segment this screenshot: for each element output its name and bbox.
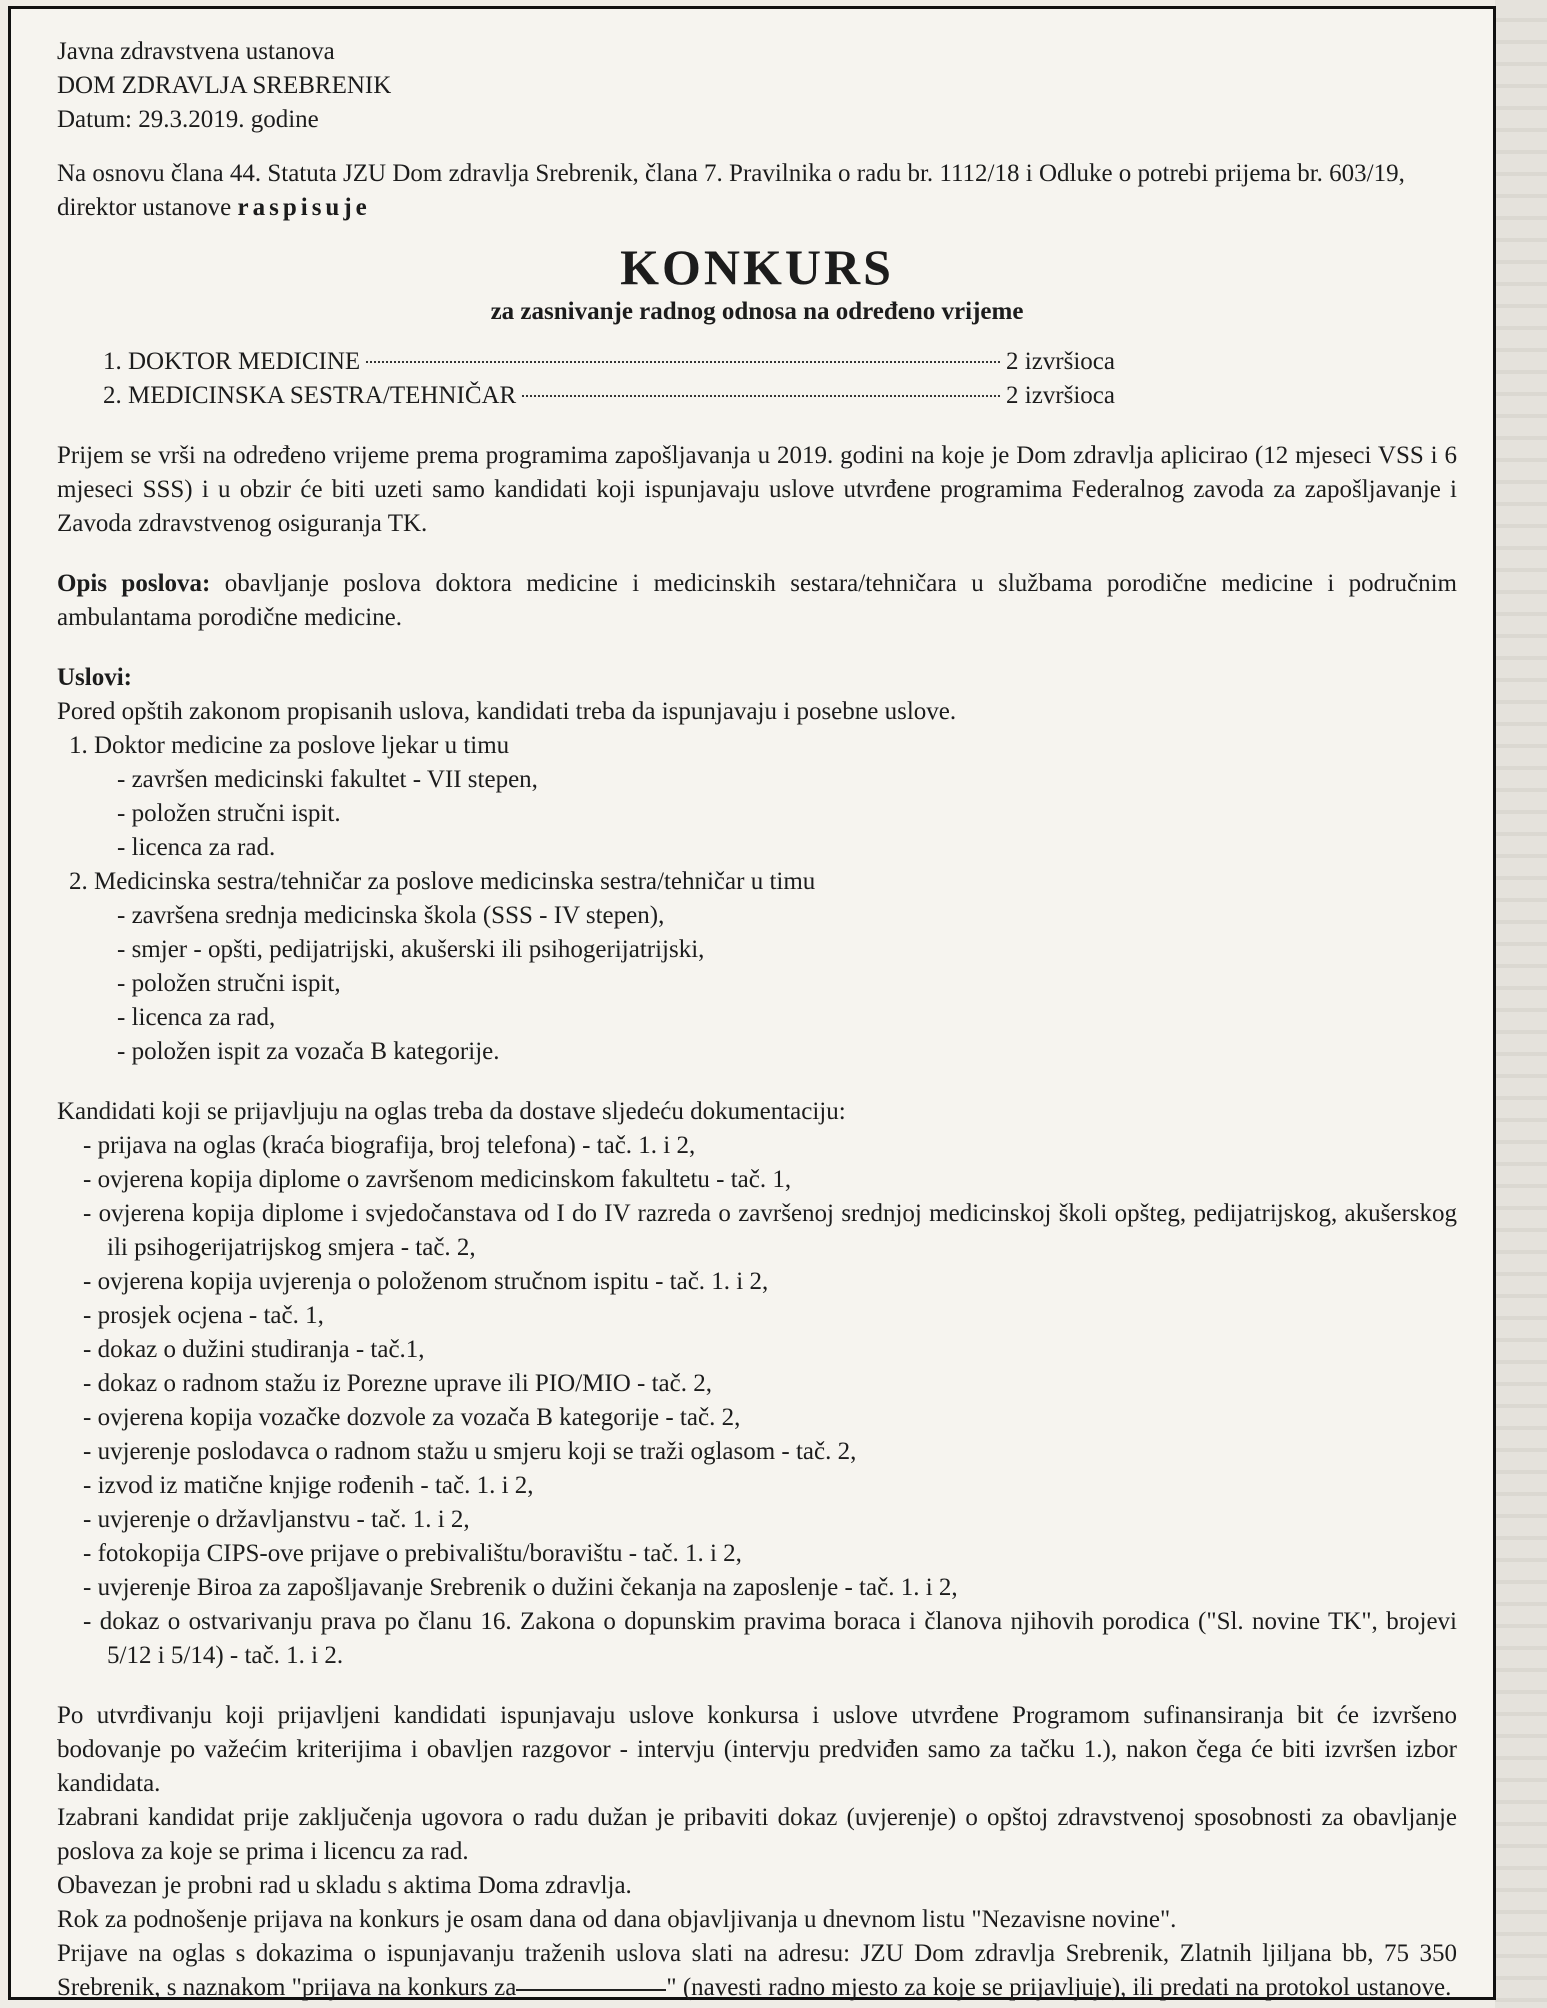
adjacent-page-edge <box>1495 0 1547 2008</box>
selection-paragraph: Po utvrđivanju koji prijavljeni kandidati ispunjavaju uslove konkursa i uslove utvrđene Programom sufinansiranja bit će izvršeno bodovanje po važećim kriterijima i obavljen razgovor - intervju (intervju predviđen samo za tačku 1.), nakon čega će biti izvršen izbor kandidata. <box>57 1702 1457 1797</box>
intro-text: Na osnovu člana 44. Statuta JZU Dom zdravlja Srebrenik, člana 7. Pravilnika o radu br. 1112/18 i Odluke o potrebi prijema br. 603/19, direktor ustanove <box>57 160 1405 221</box>
position-row <box>103 379 1115 413</box>
header-line-2: DOM ZDRAVLJA SREBRENIK <box>57 72 392 99</box>
submission-text-end: " (navesti radno mjesto za koje se prijavljuje), ili predati na protokol ustanove. <box>666 1974 1452 2001</box>
konkurs-notice <box>8 6 1496 2000</box>
prijem-paragraph: Prijem se vrši na određeno vrijeme prema programima zapošljavanja u 2019. godini na koje je Dom zdravlja aplicirao (12 mjeseci VSS i 6 mjeseci SSS) i u obzir će biti uzeti samo kandidati koji ispunjavaju uslove utvrđene programima Federalnog zavoda za zapošljavanje i Zavoda zdravstvenog osiguranja TK. <box>57 442 1457 537</box>
notice-title: KONKURS <box>620 239 894 295</box>
list-item: - licenca za rad. <box>117 831 1457 865</box>
position-count: 2 izvršioca <box>1006 348 1115 375</box>
list-item: - smjer - opšti, pedijatrijski, akušerski ili psihogerijatrijski, <box>117 933 1457 967</box>
intro-paragraph <box>57 157 1457 225</box>
opis-text: obavljanje poslova doktora medicine i medicinskih sestara/tehničara u službama porodične medicine i područnim ambulantama porodične medicine. <box>57 570 1457 631</box>
condition-list <box>117 899 1457 1069</box>
list-item: - ovjerena kopija vozačke dozvole za vozača B kategorije - tač. 2, <box>83 1401 1457 1435</box>
condition-group-title: 1. Doktor medicine za poslove ljekar u timu <box>69 732 510 759</box>
list-item: - dokaz o ostvarivanju prava po članu 16. Zakona o dopunskim pravima boraca i članova njihovih porodica ("Sl. novine TK", brojevi 5/12 i 5/14) - tač. 1. i 2. <box>83 1605 1457 1673</box>
list-item: - dokaz o radnom stažu iz Porezne uprave ili PIO/MIO - tač. 2, <box>83 1367 1457 1401</box>
list-item: - ovjerena kopija diplome i svjedočanstava od I do IV razreda o završenoj srednjoj medicinskoj školi opšteg, pedijatrijskog, akušerskog ili psihogerijatrijskog smjera - tač. 2, <box>83 1197 1457 1265</box>
uslovi-label: Uslovi: <box>57 664 132 691</box>
position-count: 2 izvršioca <box>1006 382 1115 409</box>
intro-keyword: raspisuje <box>237 194 371 221</box>
list-item: - ovjerena kopija diplome o završenom medicinskom fakultetu - tač. 1, <box>83 1163 1457 1197</box>
list-item: - uvjerenje Biroa za zapošljavanje Srebrenik o dužini čekanja na zaposlenje - tač. 1. i 2, <box>83 1571 1457 1605</box>
institution-header <box>57 35 1457 137</box>
documents-intro: Kandidati koji se prijavljuju na oglas treba da dostave sljedeću dokumentaciju: <box>57 1098 846 1125</box>
opis-label: Opis poslova: <box>57 570 211 597</box>
list-item: - fotokopija CIPS-ove prijave o prebivalištu/boravištu - tač. 1. i 2, <box>83 1537 1457 1571</box>
condition-group-title: 2. Medicinska sestra/tehničar za poslove medicinska sestra/tehničar u timu <box>69 868 816 895</box>
header-line-1: Javna zdravstvena ustanova <box>57 38 335 65</box>
list-item: - izvod iz matične knjige rođenih - tač. 1. i 2, <box>83 1469 1457 1503</box>
closing-section <box>57 1699 1457 2005</box>
documents-list <box>83 1129 1457 1673</box>
position-name: 2. MEDICINSKA SESTRA/TEHNIČAR <box>103 382 517 409</box>
list-item: - položen stručni ispit, <box>117 967 1457 1001</box>
health-certificate-paragraph: Izabrani kandidat prije zaključenja ugovora o radu dužan je pribaviti dokaz (uvjerenje) o opštoj zdravstvenoj sposobnosti za obavljanje poslova za koje se prima i licencu za rad. <box>57 1804 1457 1865</box>
deadline-paragraph: Rok za podnošenje prijava na konkurs je osam dana od dana objavljivanja u dnevnom listu "Nezavisne novine". <box>57 1906 1177 1933</box>
list-item: - prijava na oglas (kraća biografija, broj telefona) - tač. 1. i 2, <box>83 1129 1457 1163</box>
list-item: - ovjerena kopija uvjerenja o položenom stručnom ispitu - tač. 1. i 2, <box>83 1265 1457 1299</box>
uslovi-intro: Pored opštih zakonom propisanih uslova, kandidati treba da ispunjavaju i posebne uslove. <box>57 698 957 725</box>
opis-paragraph <box>57 567 1457 635</box>
list-item: - završen medicinski fakultet - VII stepen, <box>117 763 1457 797</box>
submission-text-start: Prijave na oglas s dokazima o ispunjavanju traženih uslova slati na adresu: JZU Dom zdravlja Srebrenik, Zlatnih ljiljana bb, 75 350 Srebrenik, s naznakom "prijava na konkurs za <box>57 1940 1457 2001</box>
list-item: - uvjerenje poslodavca o radnom stažu u smjeru koji se traži oglasom - tač. 2, <box>83 1435 1457 1469</box>
condition-group <box>69 865 1457 1069</box>
probation-paragraph: Obavezan je probni rad u skladu s aktima Doma zdravlja. <box>57 1872 632 1899</box>
notice-subtitle: za zasnivanje radnog odnosa na određeno vrijeme <box>490 298 1024 325</box>
position-row <box>103 345 1115 379</box>
position-blank-line <box>516 1989 666 1991</box>
list-item: - završena srednja medicinska škola (SSS - IV stepen), <box>117 899 1457 933</box>
position-name: 1. DOKTOR MEDICINE <box>103 348 361 375</box>
dot-leader <box>522 395 1000 397</box>
list-item: - položen stručni ispit. <box>117 797 1457 831</box>
condition-group <box>69 729 1457 865</box>
list-item: - prosjek ocjena - tač. 1, <box>83 1299 1457 1333</box>
list-item: - položen ispit za vozača B kategorije. <box>117 1035 1457 1069</box>
list-item: - licenca za rad, <box>117 1001 1457 1035</box>
condition-list <box>117 763 1457 865</box>
positions-list <box>103 345 1115 413</box>
header-date: Datum: 29.3.2019. godine <box>57 106 319 133</box>
submission-paragraph <box>57 1937 1457 2005</box>
list-item: - dokaz o dužini studiranja - tač.1, <box>83 1333 1457 1367</box>
dot-leader <box>366 361 1000 363</box>
list-item: - uvjerenje o državljanstvu - tač. 1. i 2, <box>83 1503 1457 1537</box>
